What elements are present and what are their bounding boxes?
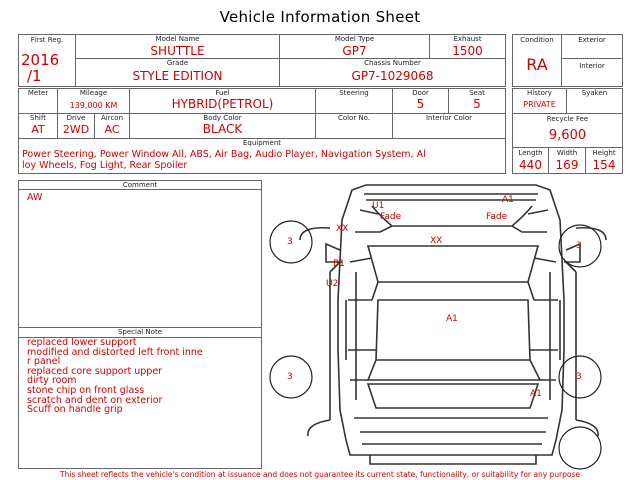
- condition-cell: [512, 34, 562, 87]
- car-damage-diagram: [262, 176, 632, 472]
- exhaust-value: 1500: [452, 44, 483, 58]
- drive-label: Drive: [66, 114, 86, 122]
- first-reg-month: /1: [27, 67, 42, 85]
- comment-label: Comment: [122, 181, 158, 189]
- chassis-cell: [279, 58, 506, 87]
- grade-label: Grade: [166, 59, 189, 67]
- recycle-fee-label: Recycle Fee: [546, 115, 589, 123]
- shift-cell: [18, 113, 58, 139]
- color-no-label: Color No.: [337, 114, 371, 122]
- grade-cell: [75, 58, 280, 87]
- special-note-list: [27, 338, 203, 415]
- length-value: 440: [519, 158, 542, 172]
- meter-cell: [18, 88, 58, 114]
- steering-label: Steering: [339, 89, 369, 97]
- history-cell: [512, 88, 567, 114]
- mark-fade-right: Fade: [486, 212, 508, 222]
- aircon-cell: [94, 113, 130, 139]
- mark-fade-left: Fade: [380, 212, 402, 222]
- condition-value: RA: [526, 55, 548, 74]
- aircon-value: AC: [104, 123, 120, 136]
- fuel-cell: [129, 88, 316, 114]
- special-note-line: r panel: [27, 356, 61, 368]
- seat-label: Seat: [469, 89, 485, 97]
- model-name-label: Model Name: [155, 35, 200, 43]
- seat-cell: [448, 88, 506, 114]
- interior-label: Interior: [579, 62, 605, 70]
- equipment-line-2: loy Wheels, Fog Light, Rear Spoiler: [22, 160, 188, 171]
- door-label: Door: [412, 89, 429, 97]
- shift-value: AT: [31, 123, 45, 136]
- width-value: 169: [555, 158, 579, 172]
- drive-value: 2WD: [62, 123, 90, 136]
- syaken-label: Syaken: [581, 89, 608, 97]
- special-note-line: scratch and dent on exterior: [27, 394, 163, 406]
- exterior-cell: [561, 34, 623, 59]
- model-type-value: GP7: [342, 44, 367, 58]
- special-note-line: replaced core support upper: [27, 365, 163, 377]
- length-label: Length: [518, 149, 543, 157]
- condition-label: Condition: [520, 36, 554, 44]
- interior-cell: [561, 58, 623, 87]
- mark-u2: U2: [326, 279, 339, 289]
- fuel-label: Fuel: [215, 89, 230, 97]
- equipment-label: Equipment: [243, 139, 281, 147]
- equipment-line-1: Power Steering, Power Window All, ABS, Air Bag, Audio Player, Navigation System, Al: [22, 149, 426, 160]
- meter-label: Meter: [27, 89, 49, 97]
- exterior-label: Exterior: [578, 36, 606, 44]
- height-cell: [585, 147, 623, 174]
- mileage-label: Mileage: [79, 89, 108, 97]
- mileage-value: 139,000 KM: [69, 101, 118, 110]
- wheel-tr-label: 3: [576, 241, 582, 251]
- height-label: Height: [592, 149, 616, 157]
- body-color-value: BLACK: [202, 122, 243, 136]
- comment-box: [18, 180, 262, 328]
- grade-value: STYLE EDITION: [132, 69, 223, 83]
- history-value: PRIVATE: [523, 100, 556, 109]
- fuel-value: HYBRID(PETROL): [171, 97, 274, 111]
- exhaust-label: Exhaust: [453, 35, 482, 43]
- steering-cell: [315, 88, 393, 114]
- recycle-fee-value: 9,600: [548, 128, 587, 143]
- special-note-label: Special Note: [117, 328, 163, 336]
- chassis-value: GP7-1029068: [351, 69, 434, 83]
- color-no-cell: [315, 113, 393, 139]
- aircon-label: Aircon: [100, 114, 124, 122]
- equipment-cell: [18, 138, 506, 174]
- special-note-line: Scuff on handle grip: [27, 404, 123, 416]
- interior-color-label: Interior Color: [425, 114, 473, 122]
- special-note-line: dirty room: [27, 375, 77, 387]
- first-reg-year: 2016: [21, 51, 60, 69]
- special-note-box: [18, 327, 262, 469]
- model-type-cell: [279, 34, 430, 59]
- length-cell: [512, 147, 549, 174]
- body-color-label: Body Color: [203, 114, 242, 122]
- wheel-bl-label: 3: [287, 372, 293, 382]
- wheel-tl-label: 3: [287, 237, 293, 247]
- special-note-line: replaced lower support: [27, 337, 137, 348]
- seat-value: 5: [473, 97, 481, 111]
- mark-a1-center: A1: [446, 314, 458, 324]
- disclaimer-footer: This sheet reflects the vehicle's condition at issuance and does not guarantee its current state, functionality, or suitability for any purpose: [59, 470, 581, 479]
- model-name-value: SHUTTLE: [150, 44, 205, 58]
- chassis-label: Chassis Number: [364, 59, 421, 67]
- wheel-br-label: 3: [576, 372, 582, 382]
- model-name-cell: [75, 34, 280, 59]
- shift-label: Shift: [30, 114, 46, 122]
- mark-xx-left: XX: [336, 224, 349, 234]
- spare-wheel-icon: [559, 427, 601, 469]
- width-cell: [548, 147, 586, 174]
- mileage-cell: [57, 88, 130, 114]
- comment-text: AW: [27, 192, 43, 203]
- body-color-cell: [129, 113, 316, 139]
- first-reg-label: First Reg.: [30, 36, 64, 44]
- drive-cell: [57, 113, 95, 139]
- syaken-cell: [566, 88, 623, 114]
- mark-b1: B1: [333, 259, 345, 269]
- comment-header: [19, 181, 261, 190]
- history-label: History: [527, 89, 552, 97]
- door-value: 5: [416, 97, 425, 111]
- door-cell: [392, 88, 449, 114]
- mark-a1-top: A1: [502, 195, 514, 205]
- special-note-line: modified and distorted left front inne: [27, 346, 203, 358]
- height-value: 154: [592, 158, 616, 172]
- exhaust-cell: [429, 34, 506, 59]
- special-note-line: stone chip on front glass: [27, 384, 145, 396]
- width-label: Width: [556, 149, 578, 157]
- first-reg-cell: [18, 34, 76, 87]
- model-type-label: Model Type: [334, 35, 375, 43]
- mark-xx-center: XX: [430, 236, 443, 246]
- mark-a1-bottom: A1: [530, 389, 542, 399]
- mark-u1: U1: [372, 201, 385, 211]
- recycle-fee-cell: [512, 113, 623, 148]
- sheet-title: Vehicle Information Sheet: [219, 8, 421, 26]
- interior-color-cell: [392, 113, 506, 139]
